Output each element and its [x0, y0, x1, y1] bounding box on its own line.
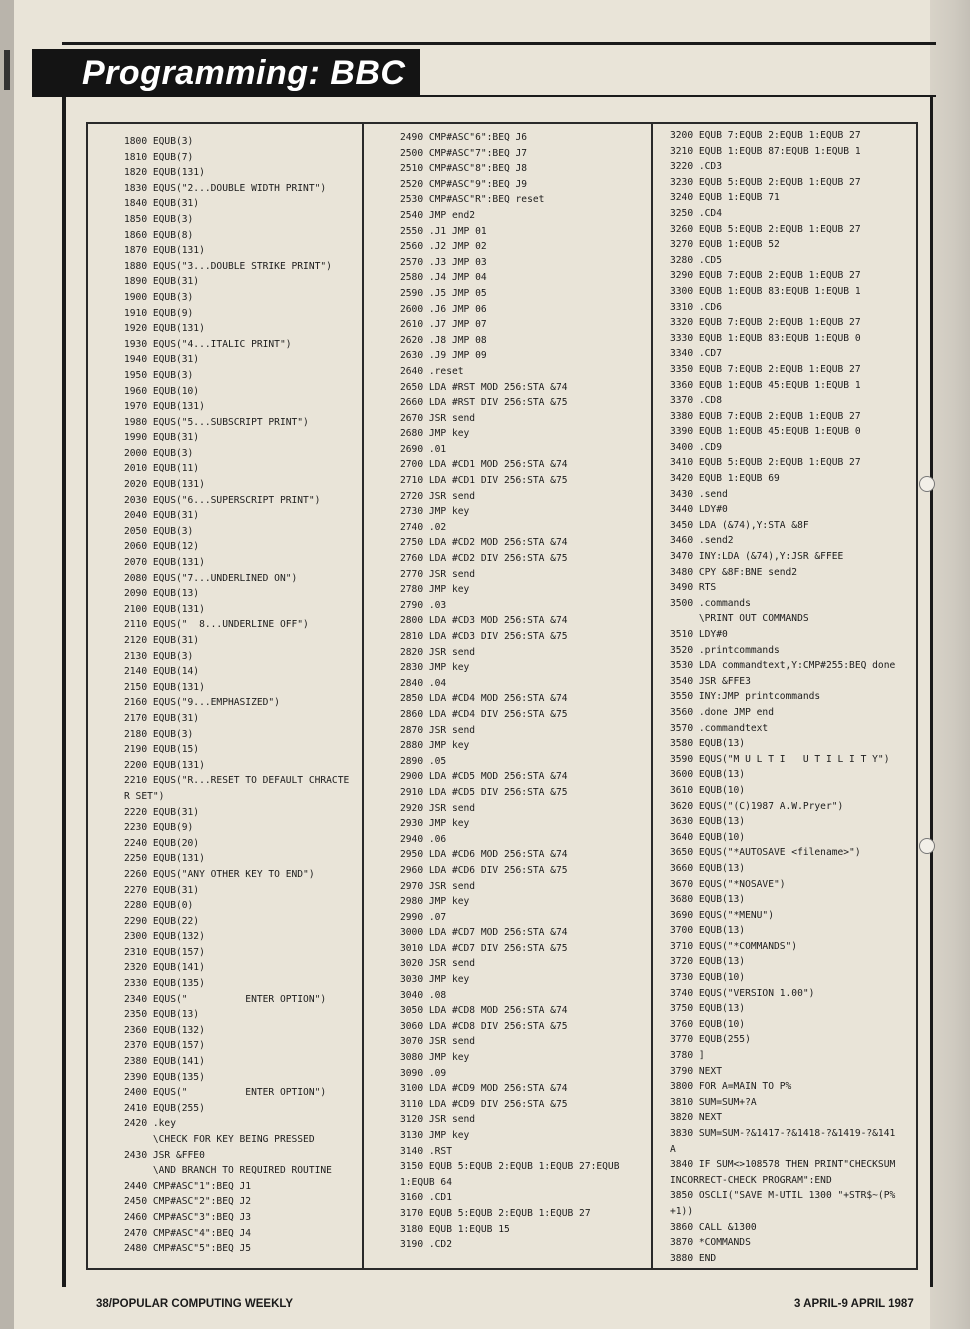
code-line: 2970 JSR send	[400, 880, 476, 892]
code-line: 3130 JMP key	[400, 1130, 470, 1141]
code-line: 2260 EQUS("ANY OTHER KEY TO END")	[124, 868, 315, 880]
code-line: 3830 SUM=SUM-?&1417-?&1418-?&1419-?&141	[670, 1128, 896, 1139]
code-line: 2090 EQUB(13)	[124, 588, 200, 600]
code-line: 3680 EQUB(13)	[670, 894, 746, 906]
code-line: 2850 LDA #CD4 MOD 256:STA &74	[400, 693, 568, 705]
code-line: A	[670, 1143, 676, 1155]
code-line: 2960 LDA #CD6 DIV 256:STA &75	[400, 864, 568, 876]
code-line: 3390 EQUB 1:EQUB 45:EQUB 1:EQUB 0	[670, 426, 861, 438]
code-line: 2190 EQUB(15)	[124, 744, 200, 756]
code-line: 2360 EQUB(132)	[124, 1024, 205, 1036]
code-line: 2570 .J3 JMP 03	[400, 256, 487, 268]
code-line: 3600 EQUB(13)	[670, 769, 746, 781]
code-line: 2210 EQUS("R...RESET TO DEFAULT CHRACTE	[124, 775, 350, 787]
code-line: 2750 LDA #CD2 MOD 256:STA &74	[400, 537, 568, 549]
code-line: 3710 EQUS("*COMMANDS")	[670, 940, 798, 952]
code-line: 3140 .RST	[400, 1145, 452, 1157]
code-line: 3770 EQUB(255)	[670, 1034, 751, 1046]
code-line: 3880 END	[670, 1252, 717, 1264]
code-line: 2590 .J5 JMP 05	[400, 287, 487, 299]
code-line: 1950 EQUB(3)	[124, 369, 194, 381]
code-line: 3360 EQUB 1:EQUB 45:EQUB 1:EQUB 1	[670, 379, 861, 391]
footer-date: 3 APRIL-9 APRIL 1987	[794, 1298, 914, 1310]
code-line: 2430 JSR &FFE0	[124, 1149, 205, 1161]
code-line: 1900 EQUB(3)	[124, 291, 194, 303]
code-line: 3200 EQUB 7:EQUB 2:EQUB 1:EQUB 27	[670, 130, 861, 141]
code-line: 3640 EQUB(10)	[670, 831, 746, 843]
code-line: 3620 EQUS("(C)1987 A.W.Pryer")	[670, 800, 844, 812]
code-line: 2250 EQUB(131)	[124, 853, 205, 865]
code-line: 1870 EQUB(131)	[124, 245, 205, 257]
code-line: 2710 LDA #CD1 DIV 256:STA &75	[400, 475, 568, 487]
page-edge-right	[930, 0, 970, 1329]
code-line: 2910 LDA #CD5 DIV 256:STA &75	[400, 786, 568, 798]
code-line: 1880 EQUS("3...DOUBLE STRIKE PRINT")	[124, 260, 332, 272]
code-line: 3080 JMP key	[400, 1052, 470, 1064]
code-line: 2800 LDA #CD3 MOD 256:STA &74	[400, 615, 568, 627]
code-line: 2300 EQUB(132)	[124, 931, 205, 943]
code-line: 2270 EQUB(31)	[124, 884, 200, 896]
code-line: 2290 EQUB(22)	[124, 915, 200, 927]
top-rule	[62, 42, 936, 45]
code-line: 2410 EQUB(255)	[124, 1102, 205, 1114]
code-line: 2370 EQUB(157)	[124, 1040, 205, 1052]
code-line: 3840 IF SUM<>108578 THEN PRINT"CHECKSUM	[670, 1159, 896, 1171]
code-line: 3720 EQUB(13)	[670, 956, 746, 968]
code-line: 2460 CMP#ASC"3":BEQ J3	[124, 1211, 252, 1223]
code-line: 3610 EQUB(10)	[670, 784, 746, 796]
code-line: 3490 RTS	[670, 582, 717, 594]
page-edge-left	[0, 0, 14, 1329]
code-line: 2380 EQUB(141)	[124, 1056, 205, 1068]
code-line: 3410 EQUB 5:EQUB 2:EQUB 1:EQUB 27	[670, 457, 861, 469]
code-line: 3150 EQUB 5:EQUB 2:EQUB 1:EQUB 27:EQUB	[400, 1161, 620, 1173]
code-line: 2870 JSR send	[400, 724, 476, 736]
code-line: 2530 CMP#ASC"R":BEQ reset	[400, 194, 545, 206]
code-line: 2400 EQUS(" ENTER OPTION")	[124, 1087, 327, 1099]
code-line: 3650 EQUS("*AUTOSAVE <filename>")	[670, 847, 861, 859]
code-line: 3510 LDY#0	[670, 629, 728, 640]
code-line: 3750 EQUB(13)	[670, 1003, 746, 1015]
code-line: 3730 EQUB(10)	[670, 972, 746, 984]
code-line: 2980 JMP key	[400, 896, 470, 908]
code-line: 1960 EQUB(10)	[124, 385, 200, 397]
code-line: 3320 EQUB 7:EQUB 2:EQUB 1:EQUB 27	[670, 317, 861, 329]
code-line: 3430 .send	[670, 488, 728, 500]
code-line: 2520 CMP#ASC"9":BEQ J9	[400, 178, 528, 190]
code-line: 1970 EQUB(131)	[124, 401, 205, 413]
listing-column-2	[400, 130, 620, 1253]
code-line: 2230 EQUB(9)	[124, 822, 194, 834]
code-line: 2390 EQUB(135)	[124, 1071, 205, 1083]
code-line: 2130 EQUB(3)	[124, 650, 194, 662]
code-line: 2350 EQUB(13)	[124, 1009, 200, 1021]
outer-right-rule	[930, 97, 933, 1287]
code-line: 2780 JMP key	[400, 584, 470, 596]
code-line: 2510 CMP#ASC"8":BEQ J8	[400, 163, 528, 175]
code-line: 2060 EQUB(12)	[124, 541, 200, 553]
listing-column-1	[124, 134, 349, 1257]
code-line: 3740 EQUS("VERSION 1.00")	[670, 987, 815, 999]
header-rule	[420, 95, 936, 97]
code-line: 3690 EQUS("*MENU")	[670, 909, 774, 921]
code-line: 1890 EQUB(31)	[124, 276, 200, 288]
code-line: 3560 .done JMP end	[670, 706, 774, 718]
code-line: 3120 JSR send	[400, 1114, 476, 1126]
code-line: 1800 EQUB(3)	[124, 136, 194, 147]
code-line: 3010 LDA #CD7 DIV 256:STA &75	[400, 942, 568, 954]
code-line: 2740 .02	[400, 521, 447, 533]
code-line: 3440 LDY#0	[670, 504, 728, 516]
code-line: 2560 .J2 JMP 02	[400, 241, 487, 253]
code-line: 3810 SUM=SUM+?A	[670, 1096, 757, 1108]
code-line: 2200 EQUB(131)	[124, 759, 205, 771]
code-line: 3790 NEXT	[670, 1065, 722, 1077]
code-line: 2280 EQUB(0)	[124, 900, 194, 912]
code-line: 3590 EQUS("M U L T I U T I L I T Y")	[670, 753, 890, 765]
code-line: 2620 .J8 JMP 08	[400, 334, 487, 346]
code-line: 2220 EQUB(31)	[124, 806, 200, 818]
code-line: 2860 LDA #CD4 DIV 256:STA &75	[400, 708, 568, 720]
code-line: 2630 .J9 JMP 09	[400, 350, 487, 362]
code-line: 3860 CALL &1300	[670, 1221, 757, 1233]
code-line: 2330 EQUB(135)	[124, 978, 205, 990]
code-line: 3160 .CD1	[400, 1192, 452, 1204]
code-line: 2950 LDA #CD6 MOD 256:STA &74	[400, 849, 568, 861]
code-line: 3420 EQUB 1:EQUB 69	[670, 473, 780, 485]
code-line: 2880 JMP key	[400, 740, 470, 752]
code-line: 1910 EQUB(9)	[124, 307, 194, 319]
code-line: 3330 EQUB 1:EQUB 83:EQUB 1:EQUB 0	[670, 332, 861, 344]
code-line: 1990 EQUB(31)	[124, 432, 200, 444]
listing-column-3	[670, 128, 895, 1266]
code-line: 3450 LDA (&74),Y:STA &8F	[670, 519, 809, 531]
code-line: 3290 EQUB 7:EQUB 2:EQUB 1:EQUB 27	[670, 270, 861, 282]
code-line: 3700 EQUB(13)	[670, 925, 746, 937]
code-line: 3030 JMP key	[400, 974, 470, 986]
code-line: 3580 EQUB(13)	[670, 738, 746, 750]
code-line: 3000 LDA #CD7 MOD 256:STA &74	[400, 927, 568, 939]
code-line: 2720 JSR send	[400, 490, 476, 502]
code-line: 3100 LDA #CD9 MOD 256:STA &74	[400, 1083, 568, 1095]
code-line: 3670 EQUS("*NOSAVE")	[670, 878, 786, 890]
code-line: 2000 EQUB(3)	[124, 447, 194, 459]
code-line: 3190 .CD2	[400, 1239, 452, 1251]
code-line: 3470 INY:LDA (&74),Y:JSR &FFEE	[670, 551, 844, 563]
code-line: 3110 LDA #CD9 DIV 256:STA &75	[400, 1098, 568, 1110]
code-line: 3170 EQUB 5:EQUB 2:EQUB 1:EQUB 27	[400, 1207, 591, 1219]
staple-icon	[919, 838, 935, 854]
code-line: 3180 EQUB 1:EQUB 15	[400, 1223, 510, 1235]
code-line: 1860 EQUB(8)	[124, 229, 194, 241]
code-line: 2940 .06	[400, 833, 447, 845]
code-line: 3260 EQUB 5:EQUB 2:EQUB 1:EQUB 27	[670, 223, 861, 235]
code-line: 3630 EQUB(13)	[670, 816, 746, 828]
code-line: 3300 EQUB 1:EQUB 83:EQUB 1:EQUB 1	[670, 285, 861, 297]
column-divider-2	[651, 122, 653, 1270]
code-line: 2990 .07	[400, 911, 447, 923]
code-line: 1930 EQUS("4...ITALIC PRINT")	[124, 338, 292, 350]
code-line: 2240 EQUB(20)	[124, 837, 200, 849]
code-line: 1920 EQUB(131)	[124, 323, 205, 335]
code-line: 2670 JSR send	[400, 412, 476, 424]
code-line: 2320 EQUB(141)	[124, 962, 205, 974]
code-line: +1))	[670, 1205, 694, 1217]
code-line: 2790 .03	[400, 599, 447, 611]
code-line: 3530 LDA commandtext,Y:CMP#255:BEQ done	[670, 660, 896, 672]
code-line: 2160 EQUS("9...EMPHASIZED")	[124, 697, 280, 709]
code-line: 2840 .04	[400, 677, 447, 689]
code-line: 2610 .J7 JMP 07	[400, 319, 487, 331]
code-line: 2660 LDA #RST DIV 256:STA &75	[400, 397, 568, 409]
code-line: 2730 JMP key	[400, 506, 470, 518]
code-line: 1940 EQUB(31)	[124, 354, 200, 366]
code-line: 3870 *COMMANDS	[670, 1237, 751, 1249]
code-line: \CHECK FOR KEY BEING PRESSED	[124, 1134, 315, 1145]
code-line: 2170 EQUB(31)	[124, 712, 200, 724]
code-line: 3060 LDA #CD8 DIV 256:STA &75	[400, 1020, 568, 1032]
code-line: 2830 JMP key	[400, 662, 470, 674]
code-line: 3340 .CD7	[670, 348, 722, 360]
code-line: 2450 CMP#ASC"2":BEQ J2	[124, 1196, 252, 1208]
code-line: 3240 EQUB 1:EQUB 71	[670, 192, 780, 204]
code-line: 1:EQUB 64	[400, 1176, 452, 1188]
code-line: 3540 JSR &FFE3	[670, 675, 751, 687]
code-line: 3660 EQUB(13)	[670, 862, 746, 874]
code-line: 3230 EQUB 5:EQUB 2:EQUB 1:EQUB 27	[670, 176, 861, 188]
column-divider-1	[362, 122, 364, 1270]
code-line: 2070 EQUB(131)	[124, 557, 205, 569]
code-line: 2760 LDA #CD2 DIV 256:STA &75	[400, 553, 568, 565]
code-line: 2820 JSR send	[400, 646, 476, 658]
code-line: 2540 JMP end2	[400, 209, 476, 221]
code-line: 2040 EQUB(31)	[124, 510, 200, 522]
code-line: 2650 LDA #RST MOD 256:STA &74	[400, 381, 568, 393]
code-line: 2890 .05	[400, 755, 447, 767]
code-line: 2810 LDA #CD3 DIV 256:STA &75	[400, 631, 568, 642]
staple-icon	[919, 476, 935, 492]
code-line: 3220 .CD3	[670, 161, 722, 173]
code-line: 3350 EQUB 7:EQUB 2:EQUB 1:EQUB 27	[670, 363, 861, 375]
code-line: 3070 JSR send	[400, 1036, 476, 1048]
code-line: 2310 EQUB(157)	[124, 946, 205, 958]
code-line: 2470 CMP#ASC"4":BEQ J4	[124, 1227, 252, 1239]
page-title: Programming: BBC	[82, 54, 406, 92]
code-line: 2340 EQUS(" ENTER OPTION")	[124, 993, 327, 1005]
code-line: 2930 JMP key	[400, 818, 470, 830]
code-line: 3370 .CD8	[670, 395, 722, 407]
code-line: 3090 .09	[400, 1067, 447, 1079]
code-line: 3400 .CD9	[670, 441, 722, 453]
code-line: 2680 JMP key	[400, 428, 470, 440]
code-line: 3550 INY:JMP printcommands	[670, 691, 821, 703]
code-line: 3270 EQUB 1:EQUB 52	[670, 239, 780, 251]
code-line: 2020 EQUB(131)	[124, 479, 205, 491]
code-line: 2480 CMP#ASC"5":BEQ J5	[124, 1243, 252, 1255]
code-line: 2120 EQUB(31)	[124, 635, 200, 646]
code-line: 2440 CMP#ASC"1":BEQ J1	[124, 1180, 252, 1192]
code-line: 2640 .reset	[400, 365, 464, 377]
code-line: 2700 LDA #CD1 MOD 256:STA &74	[400, 459, 568, 471]
code-line: 3040 .08	[400, 989, 447, 1001]
code-line: 3020 JSR send	[400, 958, 476, 970]
code-line: 3570 .commandtext	[670, 722, 769, 734]
code-line: 2770 JSR send	[400, 568, 476, 580]
code-line: 3760 EQUB(10)	[670, 1018, 746, 1030]
code-line: 1830 EQUS("2...DOUBLE WIDTH PRINT")	[124, 182, 327, 194]
code-line: 3520 .printcommands	[670, 644, 780, 656]
code-line: \PRINT OUT COMMANDS	[670, 613, 809, 625]
code-line: INCORRECT-CHECK PROGRAM":END	[670, 1174, 832, 1186]
binder-mark	[4, 50, 10, 90]
code-line: 2580 .J4 JMP 04	[400, 272, 487, 284]
code-line: 3780 ]	[670, 1050, 705, 1062]
code-line: 2100 EQUB(131)	[124, 603, 205, 615]
code-line: 1840 EQUB(31)	[124, 198, 200, 210]
footer-page-info: 38/POPULAR COMPUTING WEEKLY	[96, 1298, 294, 1310]
code-line: 3800 FOR A=MAIN TO P%	[670, 1081, 792, 1093]
code-line: 2180 EQUB(3)	[124, 728, 194, 740]
code-line: 3380 EQUB 7:EQUB 2:EQUB 1:EQUB 27	[670, 410, 861, 422]
code-line: 3460 .send2	[670, 535, 734, 547]
code-line: 2490 CMP#ASC"6":BEQ J6	[400, 132, 528, 143]
code-line: 2050 EQUB(3)	[124, 525, 194, 537]
code-line: 2080 EQUS("7...UNDERLINED ON")	[124, 572, 298, 584]
code-line: 2690 .01	[400, 443, 447, 455]
code-line: \AND BRANCH TO REQUIRED ROUTINE	[124, 1165, 332, 1177]
code-line: 3050 LDA #CD8 MOD 256:STA &74	[400, 1005, 568, 1017]
code-line: 2150 EQUB(131)	[124, 681, 205, 693]
code-line: 3210 EQUB 1:EQUB 87:EQUB 1:EQUB 1	[670, 145, 861, 157]
code-line: 2600 .J6 JMP 06	[400, 303, 487, 315]
code-line: 2420 .key	[124, 1118, 176, 1130]
code-line: 1810 EQUB(7)	[124, 151, 194, 163]
code-line: 3310 .CD6	[670, 301, 722, 313]
code-line: 1820 EQUB(131)	[124, 167, 205, 179]
code-line: 2030 EQUS("6...SUPERSCRIPT PRINT")	[124, 494, 321, 506]
code-line: 3850 OSCLI("SAVE M-UTIL 1300 "+STR$~(P%	[670, 1190, 896, 1202]
code-line: 2500 CMP#ASC"7":BEQ J7	[400, 147, 528, 159]
code-line: 2140 EQUB(14)	[124, 666, 200, 678]
code-line: 1850 EQUB(3)	[124, 213, 194, 225]
code-line: 1980 EQUS("5...SUBSCRIPT PRINT")	[124, 416, 309, 428]
outer-left-rule	[62, 97, 66, 1287]
code-line: R SET")	[124, 790, 165, 802]
code-line: 2010 EQUB(11)	[124, 463, 200, 475]
code-line: 2900 LDA #CD5 MOD 256:STA &74	[400, 771, 568, 783]
code-line: 3480 CPY &8F:BNE send2	[670, 566, 798, 578]
code-line: 2550 .J1 JMP 01	[400, 225, 487, 237]
code-line: 2110 EQUS(" 8...UNDERLINE OFF")	[124, 619, 309, 631]
code-line: 3280 .CD5	[670, 254, 722, 266]
code-line: 3500 .commands	[670, 597, 751, 609]
code-line: 2920 JSR send	[400, 802, 476, 814]
code-line: 3820 NEXT	[670, 1112, 722, 1124]
code-line: 3250 .CD4	[670, 207, 722, 219]
